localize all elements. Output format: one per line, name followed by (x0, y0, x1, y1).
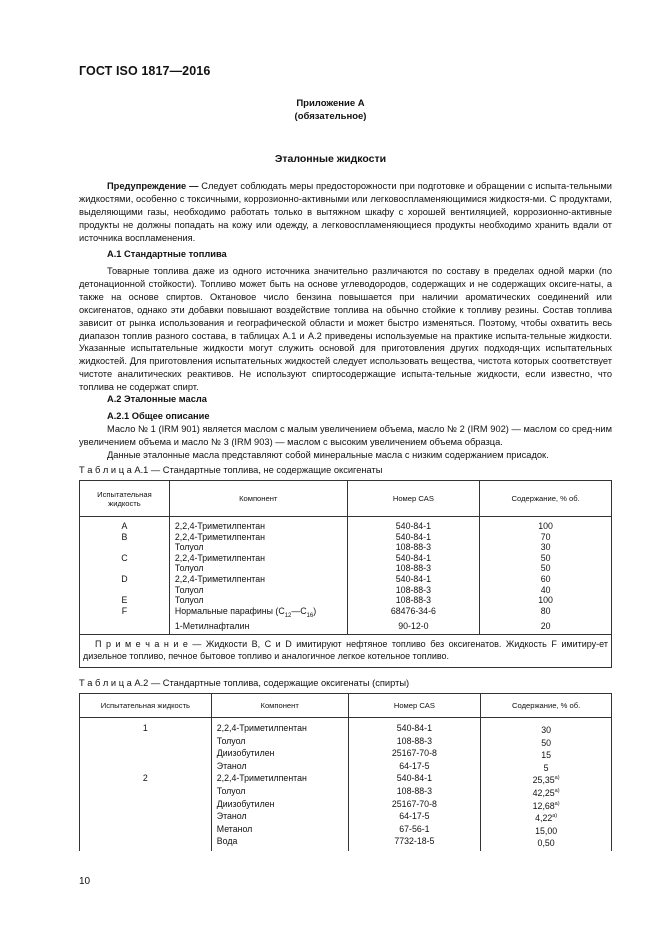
cas-cell: 25167-70-8 (348, 748, 481, 761)
footnote-mark: а) (554, 787, 560, 794)
component-cell: 2,2,4-Триметилпентан (169, 517, 347, 532)
content-cell (481, 799, 612, 812)
table-row (80, 585, 612, 596)
paraffins-sub-2: 16 (306, 612, 314, 619)
table-note (80, 634, 612, 667)
fluid-cell: E (80, 595, 170, 606)
table-a1-caption (79, 465, 382, 475)
content-cell (481, 761, 612, 774)
cas-cell: 64-17-5 (348, 811, 481, 824)
section-a21-text-1: Масло № 1 (IRM 901) является маслом с малым увеличением объема, масло № 2 (IRM 902) — маслом со сред-ним увеличением объема и масло № 3 (IRM 903) — маслом с высоким увеличением объема образца. (79, 424, 612, 447)
fluid-cell: B (80, 532, 170, 543)
component-cell: 2,2,4-Триметилпентан (169, 553, 347, 564)
component-cell: Диизобутилен (211, 748, 348, 761)
header-cell: Номер CAS (348, 694, 481, 718)
fluid-cell (80, 811, 212, 824)
page-number: 10 (79, 876, 91, 887)
table-row (80, 621, 612, 634)
paraffins-dash: —C (291, 605, 307, 616)
table-header-row (80, 694, 612, 718)
section-a1-text: Товарные топлива даже из одного источника значительно различаются по составу в пределах одной марки (по детонационной стойкости). Топливо может быть на основе углеводородов, содержащих и не содержащих оксиге-наты, а также на основе спиртов. Октановое число бензина повышается при наличии ароматических соединений или оксигенатов, однако эти добавки повышают воздействие топлива на обычно стойкие к топливу резины. Состав топлива зависит от рынка использования и географической области и может быстро изменяться. Поэтому, чтобы охватить весь диапазон топлив разного состава, в таблицах А.1 и А.2 приведены используемые на практике испыта-тельные жидкости. Указанные испытательные жидкости могут служить основой для приготовления других подходя-щих испытательных жидкостей. Для приготовления испытательных жидкостей следует использовать вещества, чистота которых соответствует чистоте аналитических реактивов. Не используют спиртосодержащие испыта-тельные жидкости, если известно, что топлива не содержат спирт. (79, 266, 612, 393)
footnote-mark: а) (554, 775, 560, 782)
paraffins-end: ) (313, 605, 317, 616)
content-cell: 40 (480, 585, 612, 596)
cas-cell: 540-84-1 (347, 553, 480, 564)
content-value: 15 (541, 750, 552, 761)
component-cell: 2,2,4-Триметилпентан (211, 718, 348, 736)
section-a2-heading: А.2 Эталонные масла (107, 394, 207, 404)
content-cell (481, 773, 612, 786)
fluid-cell (80, 836, 212, 851)
header-cell: Номер CAS (347, 481, 480, 517)
table-row (80, 517, 612, 532)
cas-cell: 540-84-1 (348, 773, 481, 786)
component-cell: 2,2,4-Триметилпентан (169, 532, 347, 543)
cas-cell: 108-88-3 (347, 563, 480, 574)
paraffins-text: Нормальные парафины (C (174, 605, 285, 616)
component-cell: Диизобутилен (211, 799, 348, 812)
header-cell: Испытательная жидкость (80, 694, 212, 718)
section-a21-heading: А.2.1 Общее описание (107, 411, 210, 421)
cas-cell: 64-17-5 (348, 761, 481, 774)
table-a1-caption-text: — Стандартные топлива, не содержащие оксигенаты (148, 465, 383, 475)
table-row (80, 553, 612, 564)
content-value: 12,68 (532, 800, 555, 811)
cas-cell: 540-84-1 (347, 532, 480, 543)
content-cell (481, 786, 612, 799)
content-value: 30 (541, 725, 552, 735)
component-cell: Этанол (211, 811, 348, 824)
warning-text: Следует соблюдать меры предосторожности при подготовке и обращении с испыта-тельными жидкостями, особенно с токсичными, коррозионно-активными или легковоспламеняющимися жидкостя-ми. С продуктами, выделяющими газы, необходимо работать только в вытяжном шкафу с хорошей вентиляцией, коррозионно-активные продукты не должны попадать на кожу или одежду, а легковоспламеняющиеся продукты необходимо хранить вдали от источника воспламенения. (79, 181, 612, 243)
table-a2-caption-text: — Стандартные топлива, содержащие оксигенаты (спирты) (148, 678, 410, 688)
content-value: 25,35 (532, 775, 555, 786)
annex-heading (0, 97, 661, 123)
fluid-cell (80, 621, 170, 634)
fluid-cell: 1 (80, 718, 212, 736)
content-cell: 20 (480, 621, 612, 634)
table-a1-caption-label: Т а б л и ц а А.1 (79, 465, 149, 475)
table-row (80, 811, 612, 824)
content-cell: 80 (480, 606, 612, 621)
content-value: 50 (541, 737, 552, 748)
table-row (80, 574, 612, 585)
document-header: ГОСТ ISO 1817—2016 (79, 64, 211, 78)
table-a2-caption-label: Т а б л и ц а А.2 (79, 678, 149, 688)
content-cell (481, 718, 612, 736)
annex-status: (обязательное) (294, 111, 367, 122)
content-value: 4,22 (535, 813, 553, 824)
content-cell (481, 736, 612, 749)
note-text: Жидкости B, C и D имитируют нефтяное топливо без оксигенатов. Жидкость F имитиру-ет дизельное топливо, печное бытовое топливо и аналогичное легкое котельное топливо. (83, 638, 608, 662)
component-cell: Толуол (169, 563, 347, 574)
header-cell: Содержание, % об. (481, 694, 612, 718)
table-row (80, 532, 612, 543)
fluid-cell (80, 542, 170, 553)
header-cell: Компонент (211, 694, 348, 718)
table-a2 (79, 693, 612, 851)
component-cell: Толуол (169, 585, 347, 596)
cas-cell: 68476-34-6 (347, 606, 480, 621)
cas-cell: 108-88-3 (348, 736, 481, 749)
table-row (80, 563, 612, 574)
component-cell: Метанол (211, 824, 348, 837)
cas-cell: 25167-70-8 (348, 799, 481, 812)
component-cell: Толуол (211, 786, 348, 799)
fluid-cell (80, 563, 170, 574)
content-cell: 70 (480, 532, 612, 543)
cas-cell: 67-56-1 (348, 824, 481, 837)
content-cell (481, 824, 612, 837)
fluid-cell (80, 799, 212, 812)
table-header-row (80, 481, 612, 517)
content-cell: 100 (480, 517, 612, 532)
table-row (80, 606, 612, 621)
component-cell: Толуол (211, 736, 348, 749)
content-cell (481, 836, 612, 851)
fluid-cell: 2 (80, 773, 212, 786)
section-a21-text-2: Данные эталонные масла представляют собой минеральные масла с низким содержанием присадок. (107, 450, 549, 460)
table-a2-caption (79, 678, 409, 688)
cas-cell: 90-12-0 (347, 621, 480, 634)
table-row (80, 736, 612, 749)
annex-title: Приложение А (296, 98, 365, 109)
cas-cell: 108-88-3 (348, 786, 481, 799)
component-cell: Вода (211, 836, 348, 851)
component-cell (169, 606, 347, 621)
footnote-mark: а) (554, 800, 560, 807)
cas-cell: 108-88-3 (347, 595, 480, 606)
table-row (80, 773, 612, 786)
header-cell: Компонент (169, 481, 347, 517)
component-cell: Толуол (169, 542, 347, 553)
table-row (80, 748, 612, 761)
table-row (80, 786, 612, 799)
fluid-cell (80, 786, 212, 799)
fluid-cell (80, 748, 212, 761)
table-row (80, 799, 612, 812)
fluid-cell (80, 585, 170, 596)
section-title: Эталонные жидкости (274, 153, 387, 165)
content-value: 0,50 (537, 838, 555, 849)
cas-cell: 540-84-1 (348, 718, 481, 736)
content-cell (481, 811, 612, 824)
fluid-cell: A (80, 517, 170, 532)
fluid-cell (80, 824, 212, 837)
fluid-cell (80, 761, 212, 774)
content-cell: 50 (480, 553, 612, 564)
content-cell: 30 (480, 542, 612, 553)
content-cell: 60 (480, 574, 612, 585)
section-a1-heading: А.1 Стандартные топлива (107, 249, 227, 259)
cas-cell: 540-84-1 (347, 517, 480, 532)
header-cell: Содержание, % об. (480, 481, 612, 517)
table-row (80, 595, 612, 606)
paraffins-sub-1: 12 (284, 612, 292, 619)
fluid-cell (80, 736, 212, 749)
component-cell: 2,2,4-Триметилпентан (169, 574, 347, 585)
component-cell: 1-Метилнафталин (169, 621, 347, 634)
table-note-row (80, 634, 612, 667)
content-cell: 50 (480, 563, 612, 574)
content-cell: 100 (480, 595, 612, 606)
cas-cell: 108-88-3 (347, 542, 480, 553)
content-value: 5 (543, 762, 549, 773)
cas-cell: 108-88-3 (347, 585, 480, 596)
table-row (80, 761, 612, 774)
warning-label: Предупреждение — (107, 181, 199, 191)
table-row (80, 718, 612, 736)
table-row (80, 824, 612, 837)
table-row (80, 542, 612, 553)
warning-paragraph (79, 180, 612, 245)
component-cell: Толуол (169, 595, 347, 606)
fluid-cell: D (80, 574, 170, 585)
fluid-cell: C (80, 553, 170, 564)
component-cell: 2,2,4-Триметилпентан (211, 773, 348, 786)
content-cell (481, 748, 612, 761)
cas-cell: 7732-18-5 (348, 836, 481, 851)
component-cell: Этанол (211, 761, 348, 774)
content-value: 42,25 (532, 787, 555, 798)
footnote-mark: а) (552, 813, 558, 820)
table-a1 (79, 480, 612, 668)
header-cell: Испытательная жидкость (80, 481, 170, 517)
fluid-cell: F (80, 606, 170, 621)
table-row (80, 836, 612, 851)
content-value: 15,00 (535, 825, 558, 836)
note-label: П р и м е ч а н и е — (95, 638, 202, 649)
cas-cell: 540-84-1 (347, 574, 480, 585)
